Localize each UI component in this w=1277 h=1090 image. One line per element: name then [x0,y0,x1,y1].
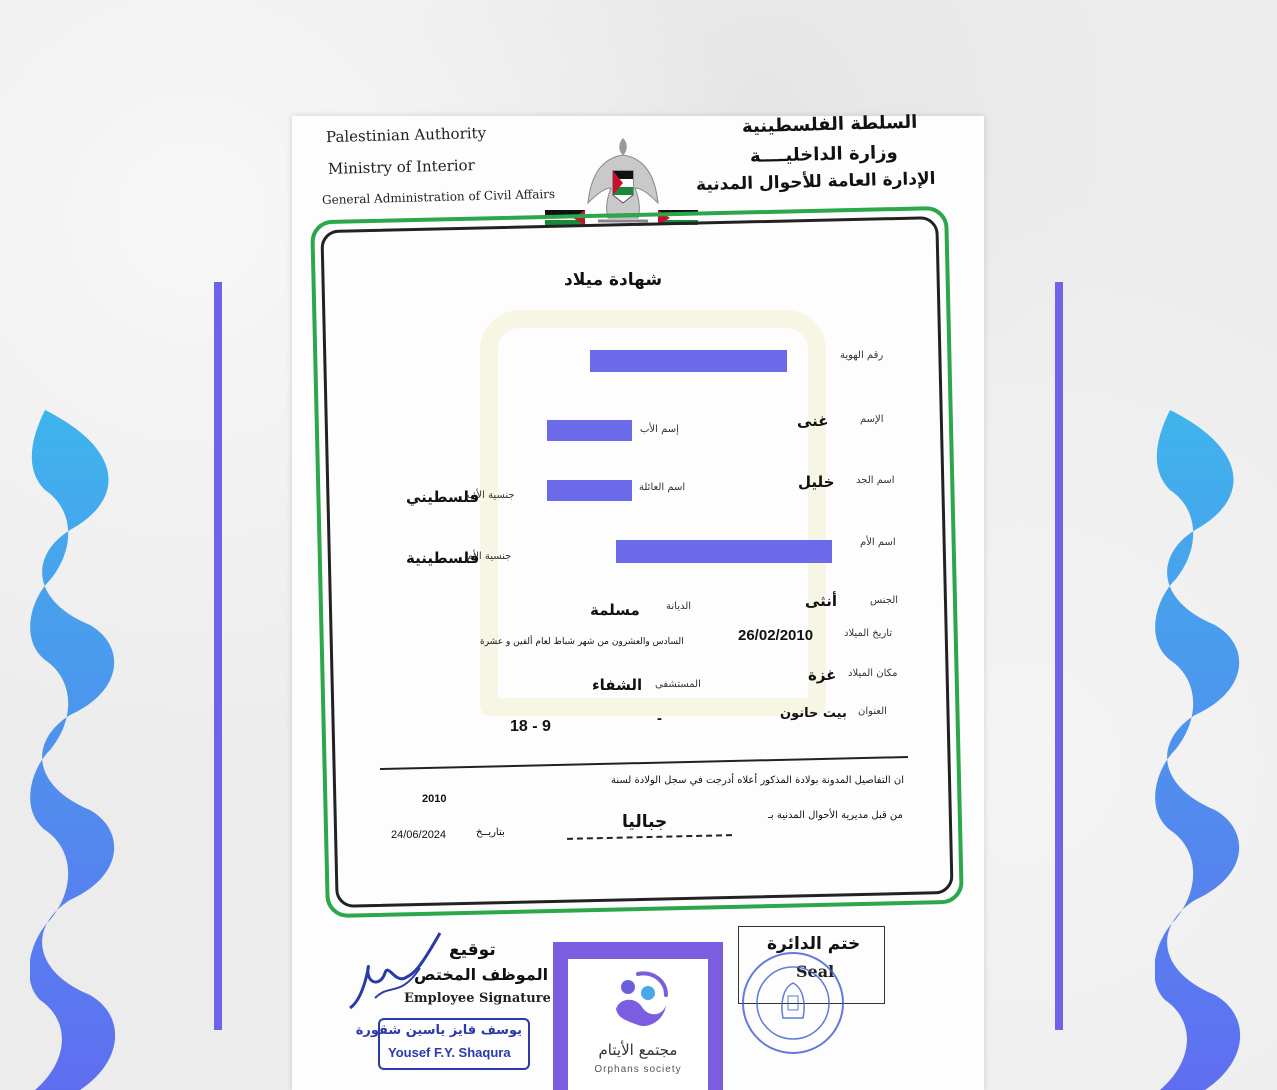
right-wave-decoration [1155,410,1250,1090]
gender-label: الجنس [870,595,899,606]
id-label: رقم الهوية [840,350,884,361]
orphans-society-logo-frame [553,942,723,1090]
logo-text-en: Orphans society [594,1064,682,1075]
religion-label: الديانة [666,601,692,612]
mother-redaction [616,540,832,563]
address-number: 18 - 9 [510,718,551,735]
registry-statement: ان التفاصيل المدونة بولادة المذكور أعلاه أدرجت في سجل الولادة لسنة [611,775,904,786]
directorate-value: جباليا [622,812,668,832]
grandfather-value: خليل [798,473,835,491]
father-label: إسم الأب [640,424,679,435]
father-nationality-value: فلسطيني [406,488,480,506]
mother-nationality-value: فلسطينية [406,549,480,567]
official-round-seal-icon [738,948,848,1058]
seal-label-en: Seal [796,962,835,981]
father-redaction [547,420,632,441]
gender-value: أنثى [805,592,838,610]
address-label: العنوان [858,706,887,717]
mother-label: اسم الأم [860,537,896,548]
name-label: الإسم [860,414,884,425]
header-en-line2: Ministry of Interior [327,156,475,178]
handwritten-signature-icon [340,928,450,1018]
address-dash: - [657,710,662,727]
dob-label: تاريخ الميلاد [844,628,893,639]
pob-label: مكان الميلاد [848,668,898,679]
signature-ar-line2: الموظف المختص [414,965,549,984]
signature-en-label: Employee Signature [404,991,551,1006]
signature-ar-line1: توقيع [449,940,496,960]
date-value: 24/06/2024 [391,829,447,841]
grandfather-label: اسم الجد [856,475,895,486]
registry-year: 2010 [422,793,447,805]
employee-stamp [355,1018,530,1070]
right-accent-line [1055,282,1063,1030]
employee-stamp-en: Yousef F.Y. Shaqura [388,1045,511,1060]
header-en-line3: General Administration of Civil Affairs [321,186,556,208]
mother-nationality-label: جنسية الأم [467,551,512,562]
hospital-label: المستشفى [655,679,701,690]
directorate-label: من قبل مديرية الأحوال المدنية بـ [768,810,903,821]
dob-value: 26/02/2010 [738,627,814,644]
family-hug-icon [608,969,670,1031]
header-ar-line2: وزارة الداخليــــة [749,142,898,167]
orphans-society-logo [568,959,708,1090]
family-label: اسم العائلة [639,482,686,493]
header-ar-line3: الإدارة العامة للأحوال المدنية [695,168,936,196]
address-value: بيت حانون [780,706,847,721]
certificate-title: شهادة ميلاد [564,270,663,290]
name-value: غنى [797,412,829,430]
employee-stamp-ar: يوسف فايز ياسين شقورة [355,1023,522,1038]
dob-words: السادس والعشرون من شهر شباط لعام ألفين و عشرة [480,637,684,647]
logo-text-ar: مجتمع الأيتام [598,1041,678,1059]
id-redaction [590,350,787,372]
religion-value: مسلمة [590,601,640,619]
left-accent-line [214,282,222,1030]
hospital-value: الشفاء [592,676,643,694]
family-redaction [547,480,632,501]
seal-label-ar: ختم الدائرة [767,934,861,954]
header-en-line1: Palestinian Authority [325,123,487,147]
pob-value: غزة [808,666,837,684]
date-label: بتاريــخ [476,827,505,838]
father-nationality-label: جنسية الأب [467,490,515,501]
header-ar-line1: السلطة الفلسطينية [741,111,918,138]
left-wave-decoration [30,410,125,1090]
